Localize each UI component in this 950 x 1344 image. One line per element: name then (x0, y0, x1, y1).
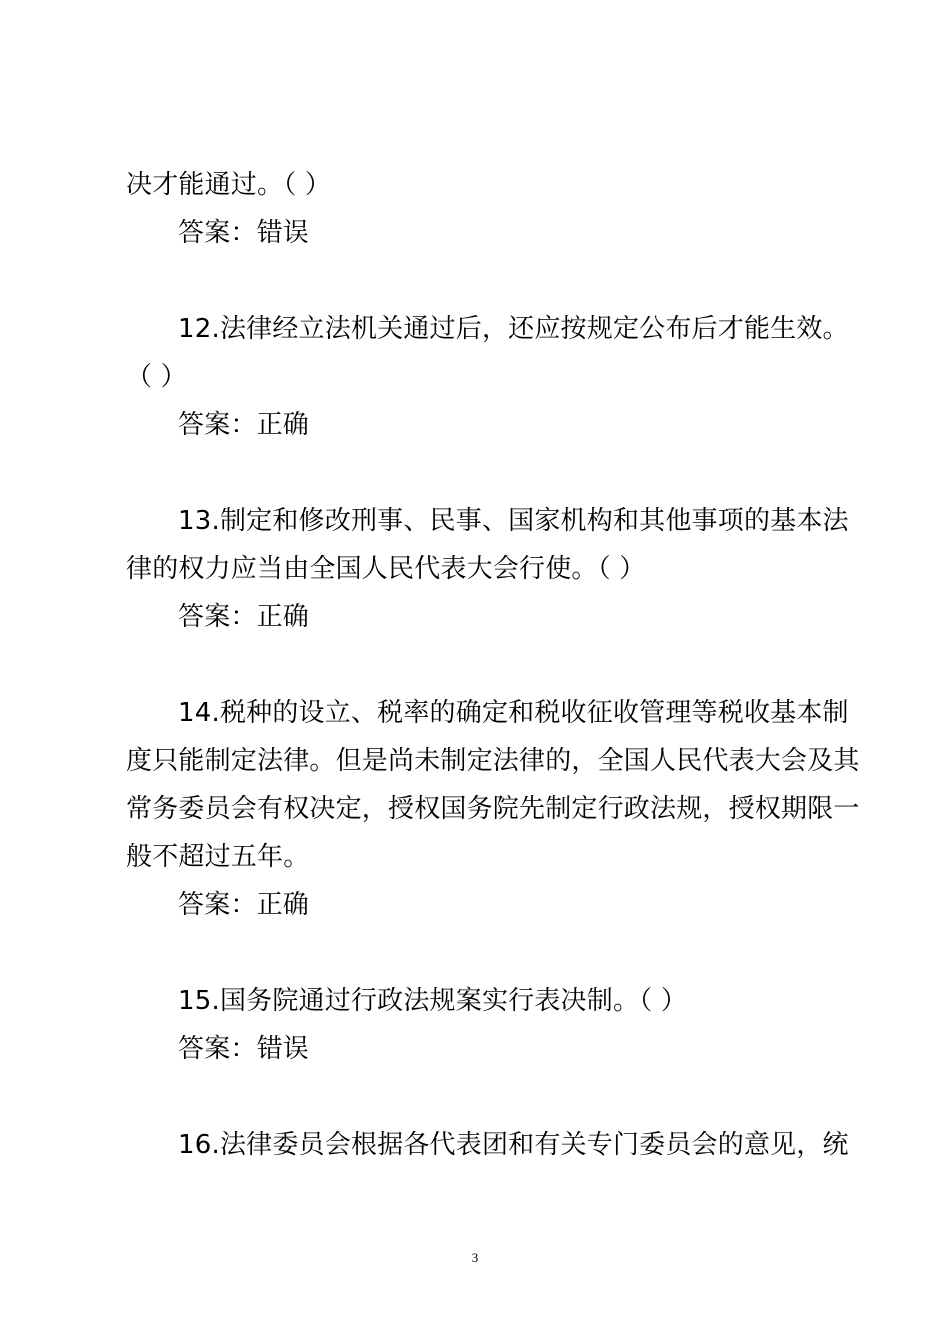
answer-line: 答案：正确 (178, 890, 310, 920)
answer-line: 答案：错误 (178, 218, 310, 248)
question-line: 16.法律委员会根据各代表团和有关专门委员会的意见，统 (178, 1130, 849, 1160)
question-line: 度只能制定法律。但是尚未制定法律的，全国人民代表大会及其 (126, 746, 860, 776)
page-number: 3 (471, 1250, 479, 1265)
answer-line: 答案：错误 (178, 1034, 310, 1064)
answer-line: 答案：正确 (178, 410, 310, 440)
question-line: 14.税种的设立、税率的确定和税收征收管理等税收基本制 (178, 698, 849, 728)
continuation-line: 决才能通过。（ ） (126, 170, 332, 200)
question-line: 律的权力应当由全国人民代表大会行使。（ ） (126, 554, 646, 584)
question-line: 15.国务院通过行政法规案实行表决制。（ ） (178, 986, 688, 1016)
question-line: 13.制定和修改刑事、民事、国家机构和其他事项的基本法 (178, 506, 849, 536)
question-line: （ ） (126, 362, 187, 392)
question-line: 常务委员会有权决定，授权国务院先制定行政法规，授权期限一 (126, 794, 860, 824)
answer-line: 答案：正确 (178, 602, 310, 632)
question-line: 般不超过五年。 (126, 842, 310, 872)
question-line: 12.法律经立法机关通过后，还应按规定公布后才能生效。 (178, 314, 849, 344)
